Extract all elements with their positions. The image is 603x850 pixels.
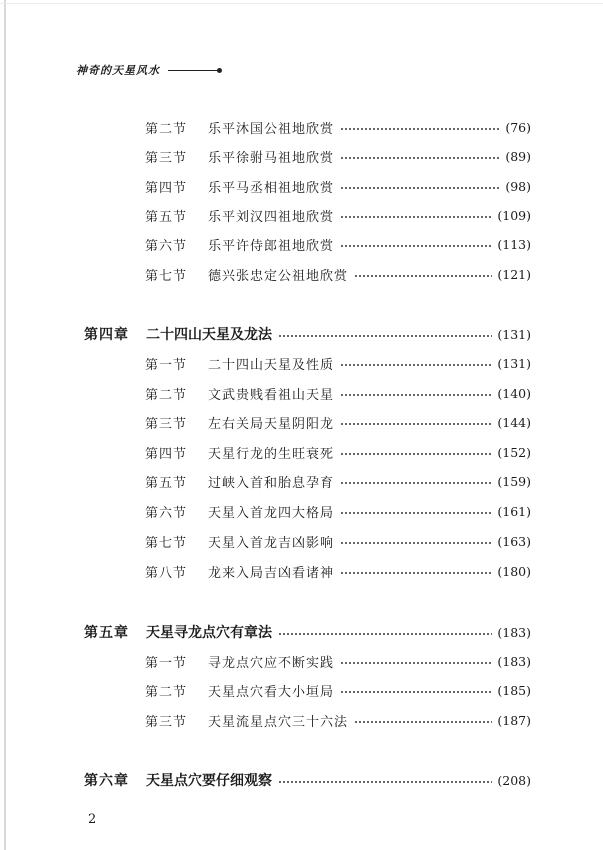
leader-dots xyxy=(340,572,492,574)
leader-dots xyxy=(340,542,492,544)
page-reference: (113) xyxy=(497,236,531,252)
leader-dots xyxy=(278,781,492,783)
page-reference: (76) xyxy=(505,119,531,135)
page-reference: (187) xyxy=(497,712,531,728)
page-reference: (163) xyxy=(497,533,531,549)
running-header xyxy=(76,62,222,78)
section-number: 第二节 xyxy=(145,121,188,137)
toc-section-row[interactable] xyxy=(0,234,603,254)
toc-section-row[interactable] xyxy=(0,501,603,521)
leader-dots xyxy=(340,691,492,693)
section-number: 第六节 xyxy=(145,238,188,254)
section-number: 第六节 xyxy=(145,505,188,521)
page-reference: (183) xyxy=(497,624,531,640)
toc-section-row[interactable] xyxy=(0,383,603,403)
leader-dots xyxy=(340,187,500,189)
section-number: 第七节 xyxy=(145,268,188,284)
page-reference: (140) xyxy=(497,385,531,401)
chapter-title: 天星寻龙点穴有章法 xyxy=(146,625,272,641)
toc-section-row[interactable] xyxy=(0,264,603,284)
page-reference: (208) xyxy=(497,772,531,788)
leader-dots xyxy=(340,394,492,396)
section-title: 天星行龙的生旺衰死 xyxy=(208,446,335,462)
toc-section-row[interactable] xyxy=(0,205,603,225)
section-title: 二十四山天星及性质 xyxy=(208,357,335,373)
section-number: 第二节 xyxy=(145,684,188,700)
chapter-title: 二十四山天星及龙法 xyxy=(146,327,272,343)
toc-section-row[interactable] xyxy=(0,531,603,551)
section-title: 乐平刘汉四祖地欣赏 xyxy=(208,209,335,225)
section-title: 文武贵贱看祖山天星 xyxy=(208,387,335,403)
toc-section-row[interactable] xyxy=(0,651,603,671)
toc-section-row[interactable] xyxy=(0,561,603,581)
section-number: 第七节 xyxy=(145,535,188,551)
chapter-number: 第六章 xyxy=(84,773,129,789)
section-title: 乐平徐驸马祖地欣赏 xyxy=(208,150,335,166)
header-title: 神奇的天星风水 xyxy=(76,64,160,77)
page-reference: (161) xyxy=(497,503,531,519)
toc-chapter-row[interactable] xyxy=(0,622,603,642)
section-number: 第二节 xyxy=(145,387,188,403)
section-title: 天星入首龙四大格局 xyxy=(208,505,335,521)
page-reference: (185) xyxy=(497,682,531,698)
section-number: 第四节 xyxy=(145,446,188,462)
leader-dots xyxy=(340,512,492,514)
leader-dots xyxy=(354,275,492,277)
leader-dots xyxy=(340,364,492,366)
toc-section-row[interactable] xyxy=(0,680,603,700)
leader-dots xyxy=(340,482,492,484)
section-number: 第三节 xyxy=(145,416,188,432)
page-reference: (159) xyxy=(497,473,531,489)
section-number: 第三节 xyxy=(145,150,188,166)
page-reference: (131) xyxy=(497,326,531,342)
section-title: 寻龙点穴应不断实践 xyxy=(208,655,335,671)
toc-section-row[interactable] xyxy=(0,353,603,373)
toc-section-row[interactable] xyxy=(0,176,603,196)
page-reference: (131) xyxy=(497,355,531,371)
section-title: 德兴张忠定公祖地欣赏 xyxy=(208,268,349,284)
page-reference: (183) xyxy=(497,653,531,669)
leader-dots xyxy=(340,128,500,130)
leader-dots xyxy=(340,157,500,159)
leader-dots xyxy=(340,423,492,425)
section-title: 天星点穴看大小垣局 xyxy=(208,684,335,700)
leader-dots xyxy=(340,453,492,455)
header-rule xyxy=(168,70,218,71)
section-title: 过峡入首和胎息孕育 xyxy=(208,475,335,491)
chapter-title: 天星点穴要仔细观察 xyxy=(146,773,272,789)
toc-section-row[interactable] xyxy=(0,117,603,137)
section-title: 左右关局天星阴阳龙 xyxy=(208,416,335,432)
leader-dots xyxy=(278,335,492,337)
section-title: 乐平许侍郎祖地欣赏 xyxy=(208,238,335,254)
header-dot-icon xyxy=(217,68,222,73)
toc-section-row[interactable] xyxy=(0,442,603,462)
page-reference: (180) xyxy=(497,563,531,579)
page-reference: (89) xyxy=(505,148,531,164)
leader-dots xyxy=(340,245,492,247)
section-number: 第一节 xyxy=(145,655,188,671)
section-number: 第五节 xyxy=(145,475,188,491)
toc-chapter-row[interactable] xyxy=(0,324,603,344)
page-reference: (98) xyxy=(505,178,531,194)
leader-dots xyxy=(354,721,492,723)
toc-section-row[interactable] xyxy=(0,412,603,432)
section-number: 第一节 xyxy=(145,357,188,373)
section-title: 天星入首龙吉凶影响 xyxy=(208,535,335,551)
chapter-number: 第五章 xyxy=(84,625,129,641)
leader-dots xyxy=(278,633,492,635)
page-edge-top xyxy=(0,3,603,4)
section-number: 第八节 xyxy=(145,565,188,581)
leader-dots xyxy=(340,662,492,664)
section-title: 龙来入局吉凶看诸神 xyxy=(208,565,335,581)
toc-chapter-row[interactable] xyxy=(0,770,603,790)
page-reference: (109) xyxy=(497,207,531,223)
page-reference: (152) xyxy=(497,444,531,460)
section-number: 第四节 xyxy=(145,180,188,196)
page-reference: (121) xyxy=(497,266,531,282)
section-title: 乐平沐国公祖地欣赏 xyxy=(208,121,335,137)
page-number: 2 xyxy=(88,812,97,827)
toc-section-row[interactable] xyxy=(0,471,603,491)
toc-section-row[interactable] xyxy=(0,146,603,166)
section-number: 第三节 xyxy=(145,714,188,730)
section-title: 乐平马丞相祖地欣赏 xyxy=(208,180,335,196)
leader-dots xyxy=(340,216,492,218)
section-number: 第五节 xyxy=(145,209,188,225)
toc-section-row[interactable] xyxy=(0,710,603,730)
section-title: 天星流星点穴三十六法 xyxy=(208,714,349,730)
chapter-number: 第四章 xyxy=(84,327,129,343)
page-reference: (144) xyxy=(497,414,531,430)
